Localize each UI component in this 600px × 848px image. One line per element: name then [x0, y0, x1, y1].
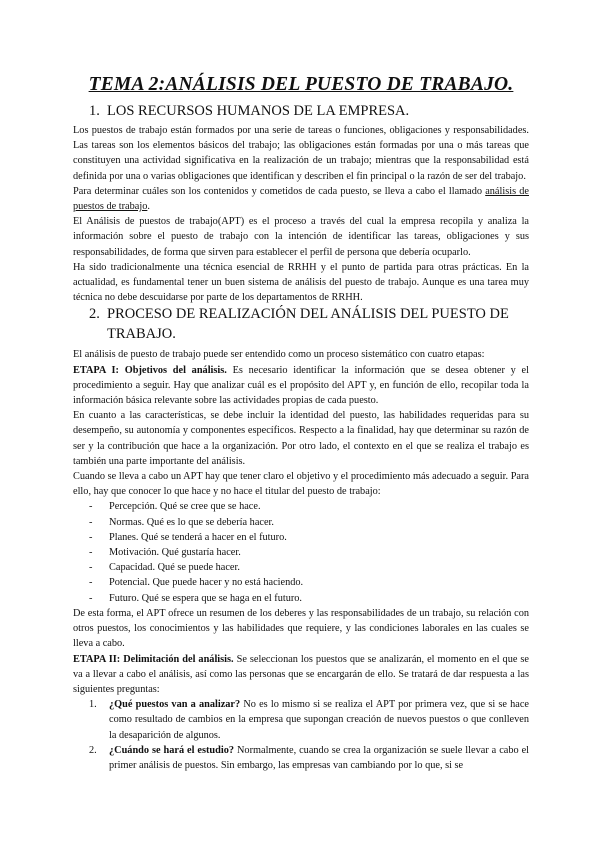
document-page	[73, 74, 529, 773]
section-1-heading	[73, 102, 529, 120]
paragraph-etapas-intro: El análisis de puesto de trabajo puede ser entendido como un proceso sistemático con cuatro etapas:	[73, 349, 485, 361]
question-item: 2. ¿Cuándo se hará el estudio? Normalmente, cuando se crea la organización se suele llevar a cabo el primer análisis de puestos. Sin embargo, las empresas van cambiando por lo que, si se	[89, 744, 530, 771]
list-item: - Capacidad. Qué se puede hacer.	[89, 562, 240, 574]
list-item: - Percepción. Qué se cree que se hace.	[89, 501, 261, 513]
question-answer: Normalmente, cuando se crea la organización se suele llevar a cabo el primer análisis de puestos. Sin embargo, las empresas van cambiando por lo que, si se	[109, 744, 530, 771]
etapa-1-label: ETAPA I: Objetivos del análisis.	[73, 364, 227, 376]
questions-list	[73, 697, 529, 773]
list-item: - Potencial. Que puede hacer y no está haciendo.	[89, 577, 304, 589]
paragraph-determinar	[73, 184, 529, 214]
section-2-number: 2.	[89, 306, 100, 323]
paragraph-rrhh: Ha sido tradicionalmente una técnica esencial de RRHH y el punto de partida para otras prácticas. En la actualidad, es fundamental tener un buen sistema de análisis del puesto de trabajo. Aunque es una tarea muy técnica no debe descuidarse por parte de los departamentos de RRHH.	[73, 261, 529, 304]
paragraph-forma: De esta forma, el APT ofrece un resumen de los deberes y las responsabilidades de un trabajo, su relación con otros puestos, los conocimientos y las habilidades que requiere, y las condiciones laborales en las cuales se lleva a cabo.	[73, 607, 529, 650]
question-item: 1. ¿Qué puestos van a analizar? No es lo mismo si se realiza el APT por primera vez, que si se hace como resultado de cambios en la empresa que supongan creación de nuevos puestos o que conlleven la desaparición de algunos.	[89, 699, 529, 741]
paragraph-etapa-1	[73, 363, 529, 409]
paragraph-etapa-2	[73, 652, 529, 698]
paragraph-determinar-end: .	[147, 201, 150, 213]
dash-list	[73, 499, 529, 605]
document-title: TEMA 2:ANÁLISIS DEL PUESTO DE TRABAJO.	[88, 74, 514, 95]
etapa-1-text: Es necesario identificar la información que se desea obtener y el procedimiento a seguir. Hay que analizar cuál es el propósito del APT y, en función de ello, recopilar toda la información básica relevante sobre las actividades propias de cada puesto.	[73, 364, 529, 407]
paragraph-apt-definition: El Análisis de puestos de trabajo(APT) es el proceso a través del cual la empresa recopila y analiza la información sobre el puesto de trabajo con la intención de identificar las tareas, obligaciones y sus responsabilidades, de forma que sirven para establecer el perfil de persona que debería ocuparlo.	[73, 216, 529, 258]
section-1-number: 1.	[89, 103, 100, 119]
question-label: ¿Cuándo se hará el estudio?	[109, 744, 235, 756]
question-label: ¿Qué puestos van a analizar?	[109, 699, 241, 711]
list-item: - Futuro. Qué se espera que se haga en el futuro.	[89, 592, 303, 604]
list-item: - Normas. Qué es lo que se debería hacer.	[89, 516, 274, 528]
question-answer: No es lo mismo si se realiza el APT por primera vez, que si se hace como resultado de cambios en la empresa que supongan creación de nuevos puestos o que conlleven la desaparición de algunos.	[109, 699, 529, 741]
analisis-underlined: análisis de puestos de trabajo	[73, 185, 529, 213]
section-2-title: PROCESO DE REALIZACIÓN DEL ANÁLISIS DEL PUESTO DE TRABAJO.	[107, 306, 509, 342]
etapa-2-text: Se seleccionan los puestos que se analizarán, el momento en el que se va a llevar a cabo el análisis, así como las personas que se encargarán de ello. Se tratará de dar respuesta a las siguientes preguntas:	[73, 653, 529, 695]
paragraph-cuando: Cuando se lleva a cabo un APT hay que tener claro el objetivo y el procedimiento más adecuado a seguir. Para ello, hay que conocer lo que hace y no hace el titular del puesto de trabajo:	[73, 471, 529, 498]
paragraph-caracteristicas: En cuanto a las características, se debe incluir la identidad del puesto, las habilidades requeridas para su desempeño, su autonomía y componentes específicos. Respecto a la finalidad, hay que determinar su razón de ser y la contribución que hace a la organización. Por otro lado, el contexto en el que se realiza el trabajo es también una parte importante del análisis.	[73, 410, 529, 467]
list-item: - Planes. Qué se tenderá a hacer en el futuro.	[89, 531, 287, 543]
paragraph-determinar-text: Para determinar cuáles son los contenidos y cometidos de cada puesto, se lleva a cabo el llamado	[73, 185, 486, 197]
section-1-title: LOS RECURSOS HUMANOS DE LA EMPRESA.	[107, 103, 410, 119]
list-item: - Motivación. Qué gustaría hacer.	[89, 547, 241, 559]
section-2-heading	[73, 305, 529, 344]
etapa-2-label: ETAPA II: Delimitación del análisis.	[73, 653, 234, 665]
paragraph-puestos: Los puestos de trabajo están formados por una serie de tareas o funciones, obligaciones y responsabilidades. Las tareas son los elementos básicos del trabajo; las obligaciones están formadas por una o más tareas que constituyen una actividad significativa en la realización de un trabajo; mientras que la responsabilidad está definida por una o varias obligaciones que identifican y describen el fin principal o la razón de ser del trabajo.	[73, 125, 529, 182]
